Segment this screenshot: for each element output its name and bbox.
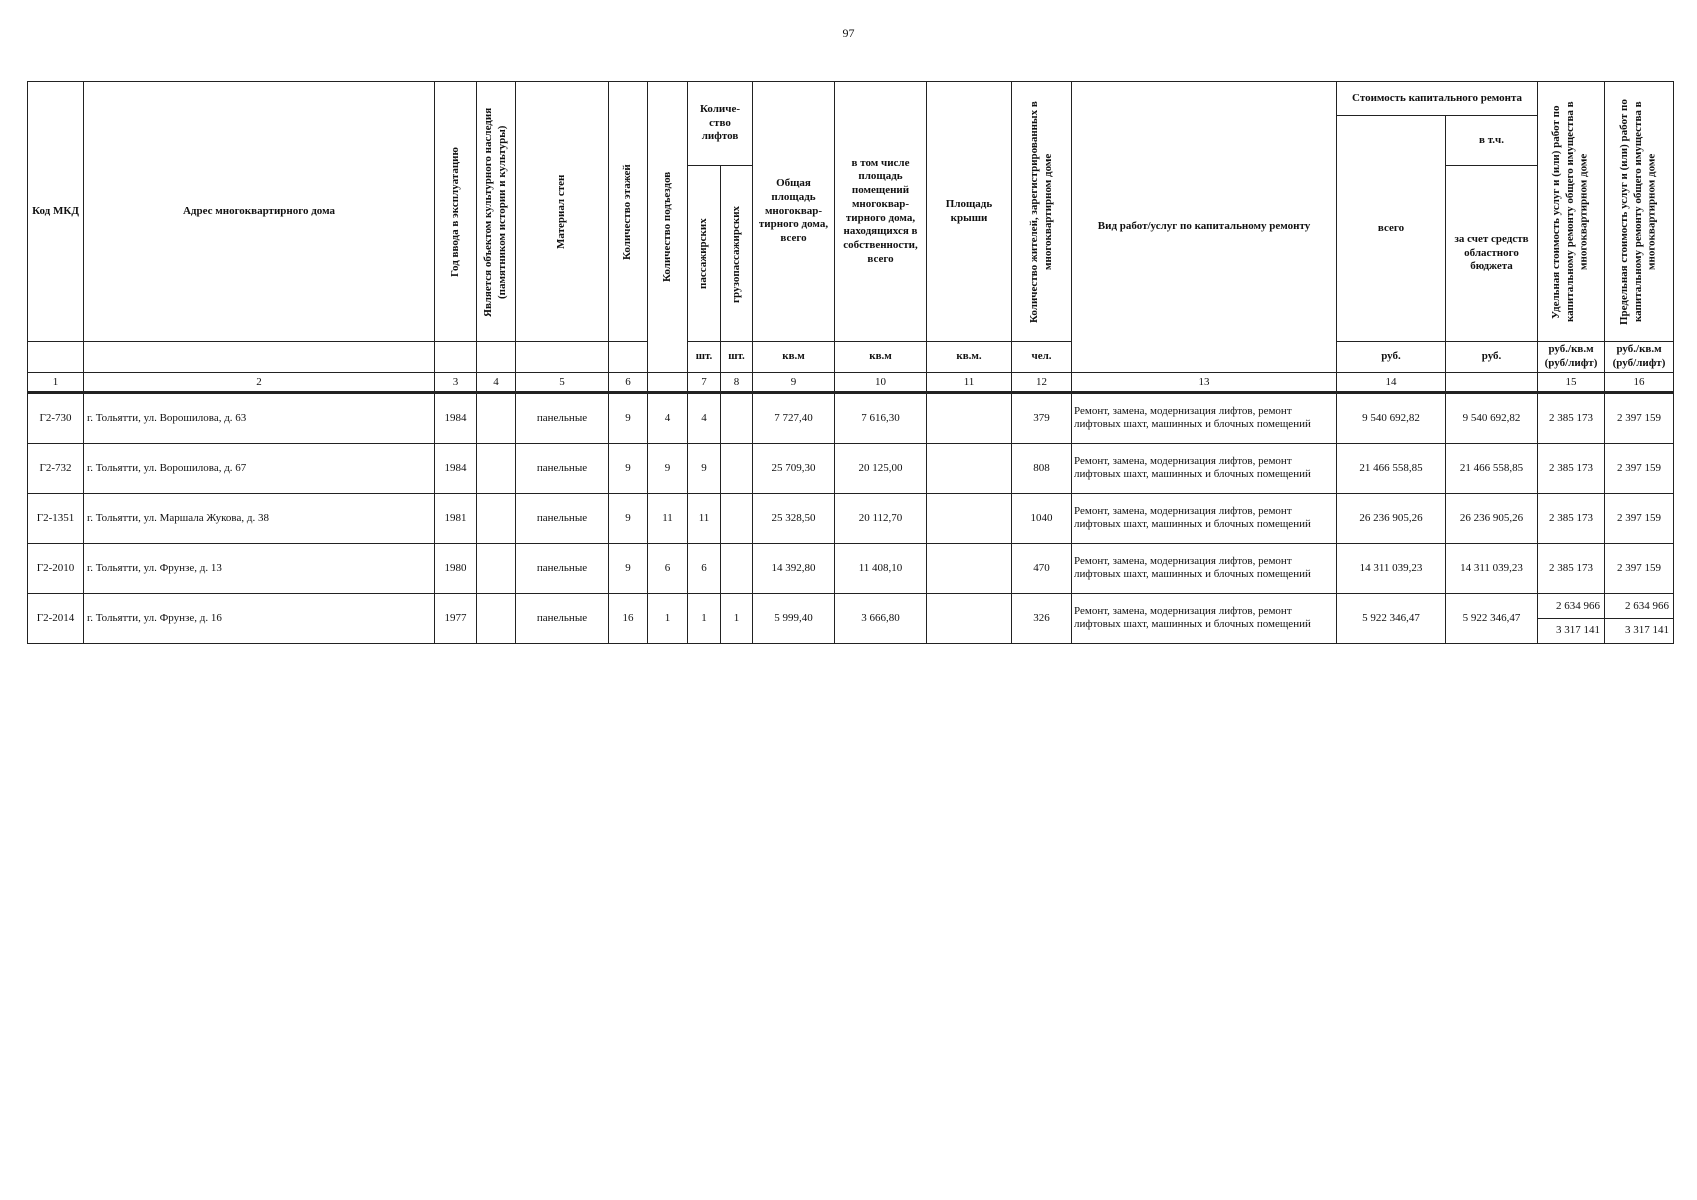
- unit-pcs: шт.: [688, 342, 721, 373]
- cell-material: панельные: [516, 392, 609, 443]
- cell-lifts-cargo: [721, 392, 753, 443]
- cell-year: 1980: [435, 543, 477, 593]
- cell-address: г. Тольятти, ул. Маршала Жукова, д. 38: [84, 493, 435, 543]
- column-number: 16: [1605, 372, 1674, 392]
- header-lifts-cargo: грузопассажирских: [721, 166, 753, 342]
- cell-material: панельные: [516, 443, 609, 493]
- cell-code: Г2-2014: [28, 593, 84, 643]
- cell-owned-area: 3 666,80: [835, 593, 927, 643]
- cell-lifts-cargo: 1: [721, 593, 753, 643]
- cell-owned-area: 7 616,30: [835, 392, 927, 443]
- cell-roof-area: [927, 593, 1012, 643]
- cell-floors: 9: [609, 543, 648, 593]
- cell-material: панельные: [516, 543, 609, 593]
- table-row: [28, 543, 1674, 593]
- cell-work-type: Ремонт, замена, модернизация лифтов, ремонт лифтовых шахт, машинных и блочных помещений: [1072, 443, 1337, 493]
- page-number: 97: [842, 26, 855, 40]
- cell-cost-total: 26 236 905,26: [1337, 493, 1446, 543]
- capital-repair-table: [27, 81, 1674, 644]
- cell-entrances: 11: [648, 493, 688, 543]
- cell-residents: 326: [1012, 593, 1072, 643]
- cell-max-cost: 2 397 159: [1605, 392, 1674, 443]
- cell-heritage: [477, 593, 516, 643]
- cell-entrances: 4: [648, 392, 688, 443]
- header-unit-cost: Удельная стоимость услуг и (или) работ по капитальному ремонту общего имущества в многоквартирном доме: [1538, 82, 1605, 342]
- unit-cost-value: 3 317 141: [1556, 623, 1601, 636]
- column-number: 3: [435, 372, 477, 392]
- cell-heritage: [477, 443, 516, 493]
- cell-entrances: 1: [648, 593, 688, 643]
- column-number: [1446, 372, 1538, 392]
- cell-lifts-passenger: 4: [688, 392, 721, 443]
- cell-owned-area: 11 408,10: [835, 543, 927, 593]
- header-wall-material: Материал стен: [516, 82, 609, 342]
- cell-residents: 808: [1012, 443, 1072, 493]
- header-code: Код МКД: [28, 82, 84, 342]
- cell-material: панельные: [516, 493, 609, 543]
- header-total-area: Общая площадь многоквар-тирного дома, всего: [753, 82, 835, 342]
- column-number: 13: [1072, 372, 1337, 392]
- header-cost-regional: за счет средств областного бюджета: [1446, 166, 1538, 342]
- cell-cost-total: 21 466 558,85: [1337, 443, 1446, 493]
- cell-unit-cost: 2 385 173: [1538, 493, 1605, 543]
- column-number: 5: [516, 372, 609, 392]
- header-roof-area: Площадь крыши: [927, 82, 1012, 342]
- cell-year: 1984: [435, 443, 477, 493]
- cell-cost-regional: 9 540 692,82: [1446, 392, 1538, 443]
- header-year: Год ввода в эксплуатацию: [435, 82, 477, 342]
- cell-entrances: 6: [648, 543, 688, 593]
- cell-cost-regional: 26 236 905,26: [1446, 493, 1538, 543]
- cell-owned-area: 20 125,00: [835, 443, 927, 493]
- cell-max-cost: [1605, 593, 1674, 643]
- cell-cost-regional: 14 311 039,23: [1446, 543, 1538, 593]
- column-number: [648, 372, 688, 392]
- cell-work-type: Ремонт, замена, модернизация лифтов, ремонт лифтовых шахт, машинных и блочных помещений: [1072, 543, 1337, 593]
- table-row: [28, 493, 1674, 543]
- header-max-cost: Предельная стоимость услуг и (или) работ по капитальному ремонту общего имущества в многоквартирном доме: [1605, 82, 1674, 342]
- max-cost-value: 2 634 966: [1605, 595, 1673, 619]
- cell-lifts-passenger: 1: [688, 593, 721, 643]
- cell-total-area: 5 999,40: [753, 593, 835, 643]
- cell-total-area: 25 709,30: [753, 443, 835, 493]
- header-floors: Количество этажей: [609, 82, 648, 342]
- column-number-row: [28, 372, 1674, 392]
- header-lifts-passenger: пассажирских: [688, 166, 721, 342]
- header-cost-incl: в т.ч.: [1446, 116, 1538, 166]
- header-address: Адрес многоквартирного дома: [84, 82, 435, 342]
- cell-cost-regional: 21 466 558,85: [1446, 443, 1538, 493]
- column-number: 8: [721, 372, 753, 392]
- table-row: [28, 443, 1674, 493]
- cell-floors: 9: [609, 443, 648, 493]
- column-number: 12: [1012, 372, 1072, 392]
- cell-roof-area: [927, 392, 1012, 443]
- unit-rub: руб.: [1446, 342, 1538, 373]
- cell-owned-area: 20 112,70: [835, 493, 927, 543]
- cell-work-type: Ремонт, замена, модернизация лифтов, ремонт лифтовых шахт, машинных и блочных помещений: [1072, 593, 1337, 643]
- header-residents: Количество жителей, зарегистрированных в многоквартирном доме: [1012, 82, 1072, 342]
- cell-roof-area: [927, 493, 1012, 543]
- cell-total-area: 7 727,40: [753, 392, 835, 443]
- cell-total-area: 25 328,50: [753, 493, 835, 543]
- cell-residents: 1040: [1012, 493, 1072, 543]
- unit-people: чел.: [1012, 342, 1072, 373]
- header-owned-area: в том числе площадь помещений многоквар-тирного дома, находящихся в собственности, всего: [835, 82, 927, 342]
- cell-year: 1981: [435, 493, 477, 543]
- cell-address: г. Тольятти, ул. Фрунзе, д. 16: [84, 593, 435, 643]
- cell-roof-area: [927, 443, 1012, 493]
- cell-max-cost: 2 397 159: [1605, 493, 1674, 543]
- cell-work-type: Ремонт, замена, модернизация лифтов, ремонт лифтовых шахт, машинных и блочных помещений: [1072, 493, 1337, 543]
- cell-address: г. Тольятти, ул. Фрунзе, д. 13: [84, 543, 435, 593]
- cell-floors: 9: [609, 493, 648, 543]
- column-number: 11: [927, 372, 1012, 392]
- cell-cost-total: 5 922 346,47: [1337, 593, 1446, 643]
- header-entrances: Количество подъездов: [648, 82, 688, 373]
- cell-lifts-passenger: 11: [688, 493, 721, 543]
- column-number: 9: [753, 372, 835, 392]
- cell-unit-cost: [1538, 593, 1605, 643]
- column-number: 4: [477, 372, 516, 392]
- column-number: 15: [1538, 372, 1605, 392]
- unit-cost-value: 2 634 966: [1538, 595, 1604, 619]
- unit-sqm: кв.м: [753, 342, 835, 373]
- unit-pcs: шт.: [721, 342, 753, 373]
- cell-cost-total: 14 311 039,23: [1337, 543, 1446, 593]
- header-cost: Стоимость капитального ремонта: [1337, 82, 1538, 116]
- cell-entrances: 9: [648, 443, 688, 493]
- header-lifts: Количе-ство лифтов: [688, 82, 753, 166]
- unit-rub: руб.: [1337, 342, 1446, 373]
- column-number: 7: [688, 372, 721, 392]
- cell-lifts-cargo: [721, 443, 753, 493]
- cell-heritage: [477, 543, 516, 593]
- cell-cost-regional: 5 922 346,47: [1446, 593, 1538, 643]
- cell-floors: 9: [609, 392, 648, 443]
- cell-heritage: [477, 493, 516, 543]
- column-number: 2: [84, 372, 435, 392]
- cell-unit-cost: 2 385 173: [1538, 443, 1605, 493]
- column-number: 1: [28, 372, 84, 392]
- cell-lifts-passenger: 9: [688, 443, 721, 493]
- cell-residents: 470: [1012, 543, 1072, 593]
- cell-code: Г2-1351: [28, 493, 84, 543]
- cell-work-type: Ремонт, замена, модернизация лифтов, ремонт лифтовых шахт, машинных и блочных помещений: [1072, 392, 1337, 443]
- header-cost-total: всего: [1337, 116, 1446, 342]
- max-cost-value: 3 317 141: [1625, 623, 1670, 636]
- cell-roof-area: [927, 543, 1012, 593]
- cell-unit-cost: 2 385 173: [1538, 543, 1605, 593]
- column-number: 14: [1337, 372, 1446, 392]
- cell-max-cost: 2 397 159: [1605, 443, 1674, 493]
- cell-code: Г2-2010: [28, 543, 84, 593]
- cell-material: панельные: [516, 593, 609, 643]
- cell-code: Г2-732: [28, 443, 84, 493]
- cell-cost-total: 9 540 692,82: [1337, 392, 1446, 443]
- table-row: [28, 593, 1674, 643]
- table-row: [28, 392, 1674, 443]
- cell-address: г. Тольятти, ул. Ворошилова, д. 63: [84, 392, 435, 443]
- cell-unit-cost: 2 385 173: [1538, 392, 1605, 443]
- unit-sqm: кв.м: [835, 342, 927, 373]
- cell-lifts-cargo: [721, 543, 753, 593]
- column-number: 6: [609, 372, 648, 392]
- cell-lifts-cargo: [721, 493, 753, 543]
- cell-code: Г2-730: [28, 392, 84, 443]
- column-number: 10: [835, 372, 927, 392]
- cell-total-area: 14 392,80: [753, 543, 835, 593]
- cell-lifts-passenger: 6: [688, 543, 721, 593]
- cell-max-cost: 2 397 159: [1605, 543, 1674, 593]
- header-work-type: Вид работ/услуг по капитальному ремонту: [1072, 82, 1337, 373]
- header-heritage: Является объектом культурного наследия (памятником истории и культуры): [477, 82, 516, 342]
- unit-sqm: кв.м.: [927, 342, 1012, 373]
- unit-per: руб./кв.м (руб/лифт): [1538, 342, 1605, 373]
- cell-residents: 379: [1012, 392, 1072, 443]
- cell-year: 1984: [435, 392, 477, 443]
- cell-heritage: [477, 392, 516, 443]
- cell-floors: 16: [609, 593, 648, 643]
- unit-per: руб./кв.м (руб/лифт): [1605, 342, 1674, 373]
- cell-year: 1977: [435, 593, 477, 643]
- cell-address: г. Тольятти, ул. Ворошилова, д. 67: [84, 443, 435, 493]
